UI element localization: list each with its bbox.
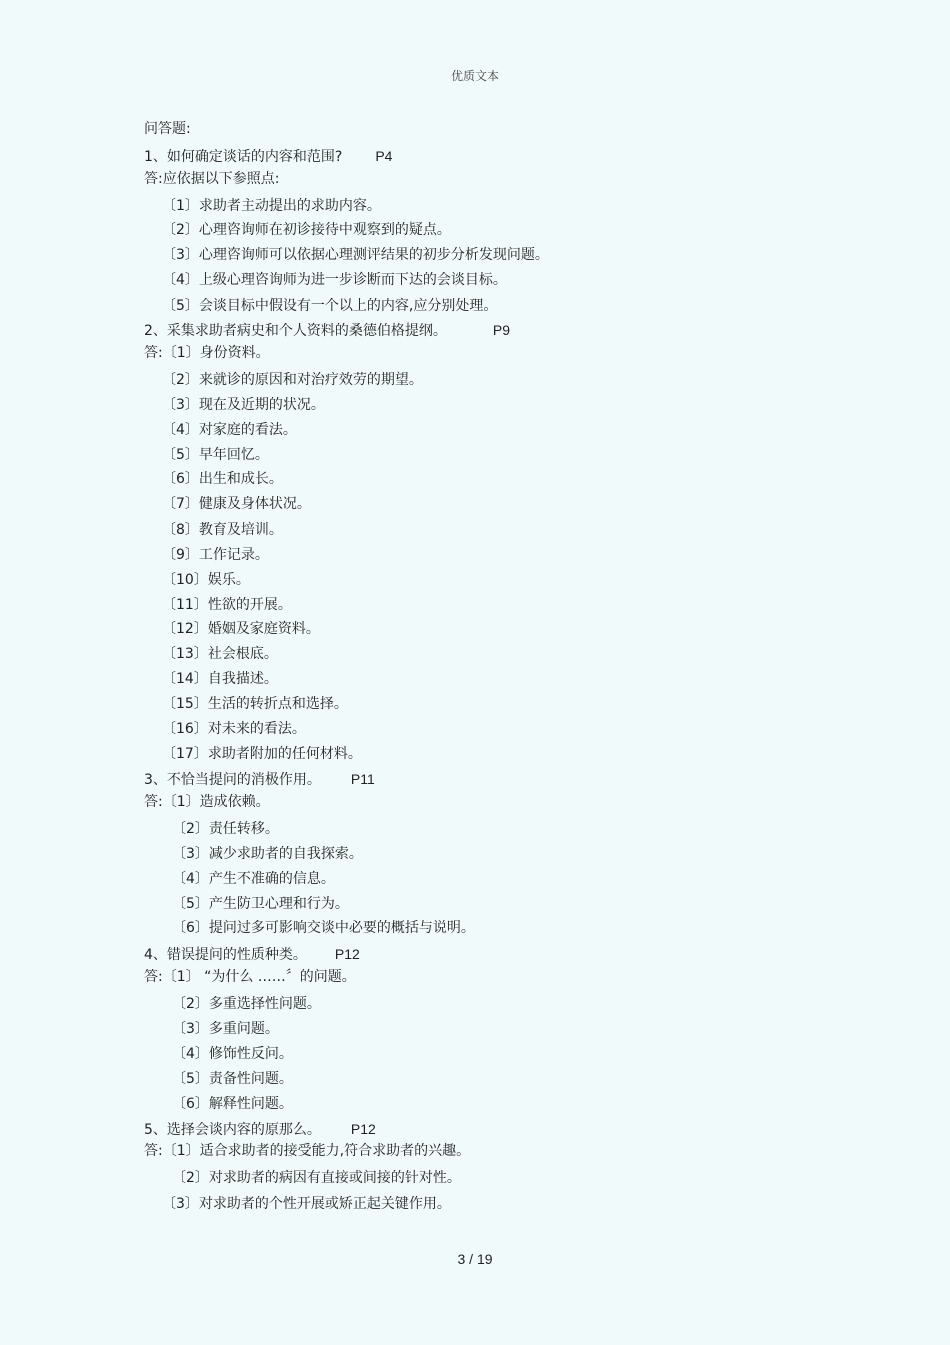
answer-2-item: 〔10〕娱乐。 [162, 572, 250, 588]
question-1-page-ref: P4 [375, 148, 393, 164]
answer-3-item: 〔6〕提问过多可影响交谈中必要的概括与说明。 [172, 920, 475, 936]
answer-2-item: 〔7〕健康及身体状况。 [162, 496, 311, 512]
answer-2-item: 〔2〕来就诊的原因和对治疗效劳的期望。 [162, 372, 423, 388]
answer-4-item: 〔5〕责备性问题。 [172, 1071, 293, 1087]
page-number: 3 / 19 [457, 1251, 493, 1267]
question-5-page-ref: P12 [350, 1121, 376, 1137]
answer-5-first: 答:〔1〕适合求助者的接受能力,符合求助者的兴趣。 [144, 1143, 471, 1159]
question-1 [144, 147, 392, 166]
answer-1-item: 〔4〕上级心理咨询师为进一步诊断而下达的会谈目标。 [162, 272, 507, 288]
answer-3-item: 〔2〕责任转移。 [172, 821, 279, 837]
question-5-text: 5、选择会谈内容的原那么。 [144, 1122, 321, 1138]
answer-1-item: 〔1〕求助者主动提出的求助内容。 [162, 198, 381, 214]
answer-1-item: 〔5〕会谈目标中假设有一个以上的内容,应分别处理。 [162, 298, 498, 314]
question-5 [144, 1120, 376, 1139]
question-1-text: 1、如何确定谈话的内容和范围? [144, 149, 343, 165]
answer-2-item: 〔15〕生活的转折点和选择。 [162, 696, 348, 712]
answer-2-item: 〔9〕工作记录。 [162, 547, 269, 563]
answer-1-item: 〔3〕心理咨询师可以依据心理测评结果的初步分析发现问题。 [162, 247, 549, 263]
answer-3-item: 〔3〕减少求助者的自我探索。 [172, 846, 363, 862]
answer-2-first: 答:〔1〕身份资料。 [144, 345, 270, 361]
answer-2-item: 〔4〕对家庭的看法。 [162, 422, 297, 438]
answer-2-item: 〔11〕性欲的开展。 [162, 597, 292, 613]
answer-2-item: 〔12〕婚姻及家庭资料。 [162, 621, 320, 637]
answer-4-item: 〔4〕修饰性反问。 [172, 1046, 293, 1062]
page-header: 优质文本 [450, 69, 499, 83]
answer-3-item: 〔4〕产生不准确的信息。 [172, 871, 335, 887]
question-3-text: 3、不恰当提问的消极作用。 [144, 772, 321, 788]
answer-3-item: 〔5〕产生防卫心理和行为。 [172, 896, 349, 912]
answer-2-item: 〔14〕自我描述。 [162, 671, 278, 687]
answer-4-item: 〔6〕解释性问题。 [172, 1096, 293, 1112]
answer-2-item: 〔6〕出生和成长。 [162, 471, 283, 487]
answer-1-intro: 答:应依据以下参照点: [144, 171, 280, 187]
answer-2-item: 〔17〕求助者附加的任何材料。 [162, 746, 362, 762]
answer-3-first: 答:〔1〕造成依赖。 [144, 794, 270, 810]
answer-5-item: 〔3〕对求助者的个性开展或矫正起关键作用。 [162, 1196, 451, 1212]
answer-5-item: 〔2〕对求助者的病因有直接或间接的针对性。 [172, 1170, 461, 1186]
answer-4-item: 〔3〕多重问题。 [172, 1021, 279, 1037]
question-3 [144, 770, 375, 789]
question-4-page-ref: P12 [334, 946, 360, 962]
answer-2-item: 〔16〕对未来的看法。 [162, 721, 306, 737]
question-2-page-ref: P9 [492, 322, 511, 338]
answer-1-item: 〔2〕心理咨询师在初诊接待中观察到的疑点。 [162, 222, 451, 238]
answer-2-item: 〔3〕现在及近期的状况。 [162, 397, 325, 413]
answer-4-first: 答:〔1〕 “为什么 ……〞的问题。 [144, 969, 356, 985]
answer-2-item: 〔13〕社会根底。 [162, 646, 278, 662]
question-4-text: 4、错误提问的性质种类。 [144, 947, 307, 963]
question-2 [144, 321, 510, 340]
answer-2-item: 〔8〕教育及培训。 [162, 522, 283, 538]
question-2-text: 2、采集求助者病史和个人资料的桑德伯格提纲。 [144, 323, 447, 339]
question-4 [144, 945, 360, 964]
question-3-page-ref: P11 [350, 771, 375, 787]
section-title: 问答题: [144, 121, 191, 137]
answer-4-item: 〔2〕多重选择性问题。 [172, 996, 321, 1012]
answer-2-item: 〔5〕早年回忆。 [162, 447, 269, 463]
